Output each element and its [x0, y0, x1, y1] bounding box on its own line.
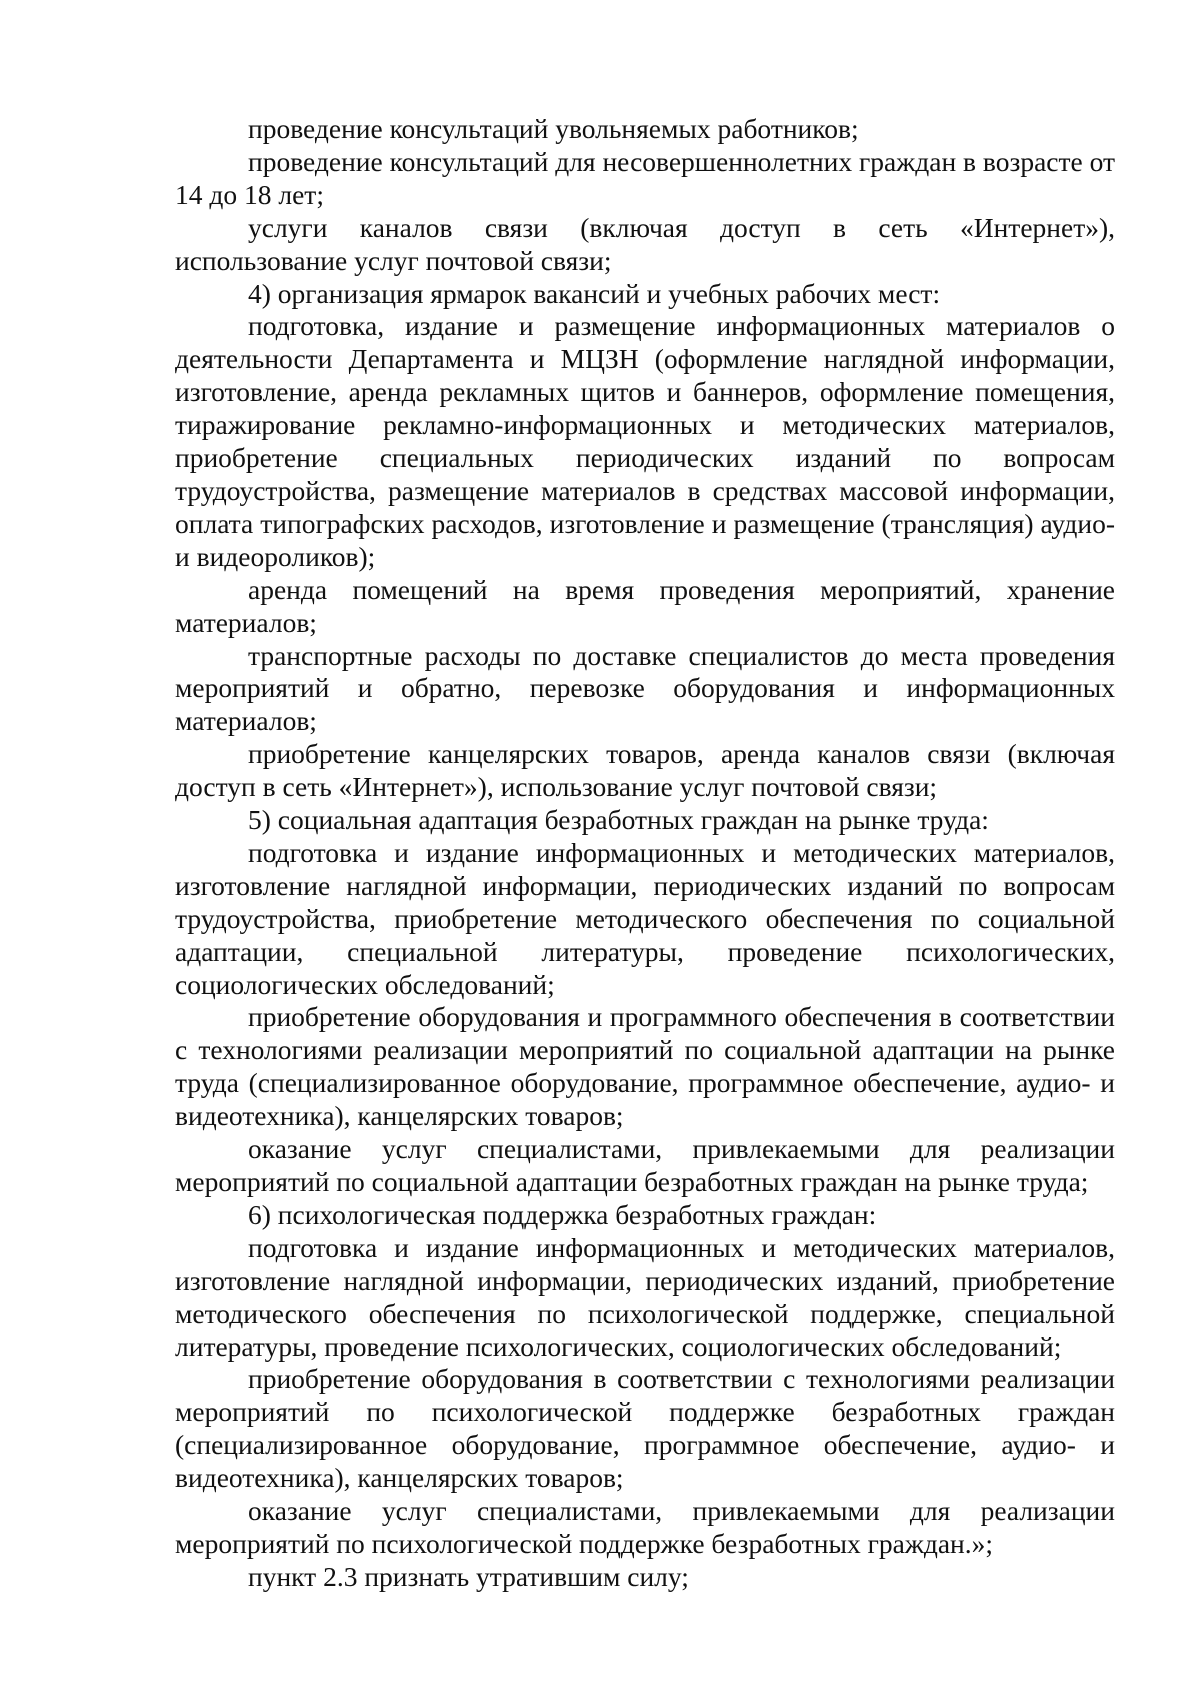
paragraph-social-adaptation-equipment: приобретение оборудования и программного обеспечения в соответствии с технологиями реализации мероприятий по социальной адаптации на рынке труда (специализированное оборудование, программное обеспечение, аудио- и видеотехника), канцелярских товаров; — [175, 1001, 1115, 1132]
paragraph-information-materials: подготовка, издание и размещение информационных материалов о деятельности Департамента и МЦЗН (оформление наглядной информации, изготовление, аренда рекламных щитов и баннеров, оформление помещения, тиражирование рекламно-информационных и методических материалов, приобретение специальных периодических изданий по вопросам трудоустройства, размещение материалов в средствах массовой информации, оплата типографских расходов, изготовление и размещение (трансляция) аудио- и видеороликов); — [175, 310, 1115, 572]
paragraph-item-4-heading: 4) организация ярмарок вакансий и учебных рабочих мест: — [248, 277, 941, 309]
paragraph-transport-costs: транспортные расходы по доставке специалистов до места проведения мероприятий и обратно, перевозке оборудования и информационных материалов; — [175, 639, 1115, 737]
paragraph-psychological-services: оказание услуг специалистами, привлекаемыми для реализации мероприятий по психологической поддержке безработных граждан.»; — [175, 1495, 1115, 1559]
paragraph-psychological-materials: подготовка и издание информационных и методических материалов, изготовление наглядной информации, периодических изданий, приобретение методического обеспечения по психологической поддержке, специальной литературы, проведение психологических, социологических обследований; — [175, 1231, 1115, 1362]
document-body — [175, 113, 1115, 1594]
paragraph-social-adaptation-services: оказание услуг специалистами, привлекаемыми для реализации мероприятий по социальной адаптации безработных граждан на рынке труда; — [175, 1133, 1115, 1197]
paragraph-psychological-equipment: приобретение оборудования в соответствии с технологиями реализации мероприятий по психологической поддержке безработных граждан (специализированное оборудование, программное обеспечение, аудио- и видеотехника), канцелярских товаров; — [175, 1363, 1115, 1494]
paragraph-social-adaptation-materials: подготовка и издание информационных и методических материалов, изготовление наглядной информации, периодических изданий по вопросам трудоустройства, приобретение методического обеспечения по социальной адаптации, специальной литературы, проведение психологических, социологических обследований; — [175, 836, 1115, 1000]
paragraph-consultations-minors: проведение консультаций для несовершеннолетних граждан в возрасте от 14 до 18 лет; — [175, 145, 1115, 210]
paragraph-stationery: приобретение канцелярских товаров, аренда каналов связи (включая доступ в сеть «Интернет»), использование услуг почтовой связи; — [175, 738, 1115, 803]
paragraph-communication-services: услуги каналов связи (включая доступ в сеть «Интернет»), использование услуг почтовой связи; — [175, 211, 1115, 276]
paragraph-item-5-heading: 5) социальная адаптация безработных граждан на рынке труда: — [248, 804, 989, 836]
paragraph-item-6-heading: 6) психологическая поддержка безработных граждан: — [248, 1198, 877, 1230]
paragraph-item-2-3-repeal: пункт 2.3 признать утратившим силу; — [248, 1560, 689, 1592]
paragraph-consultations-dismissed: проведение консультаций увольняемых работников; — [248, 113, 859, 144]
paragraph-premises-rent: аренда помещений на время проведения мероприятий, хранение материалов; — [175, 573, 1115, 638]
